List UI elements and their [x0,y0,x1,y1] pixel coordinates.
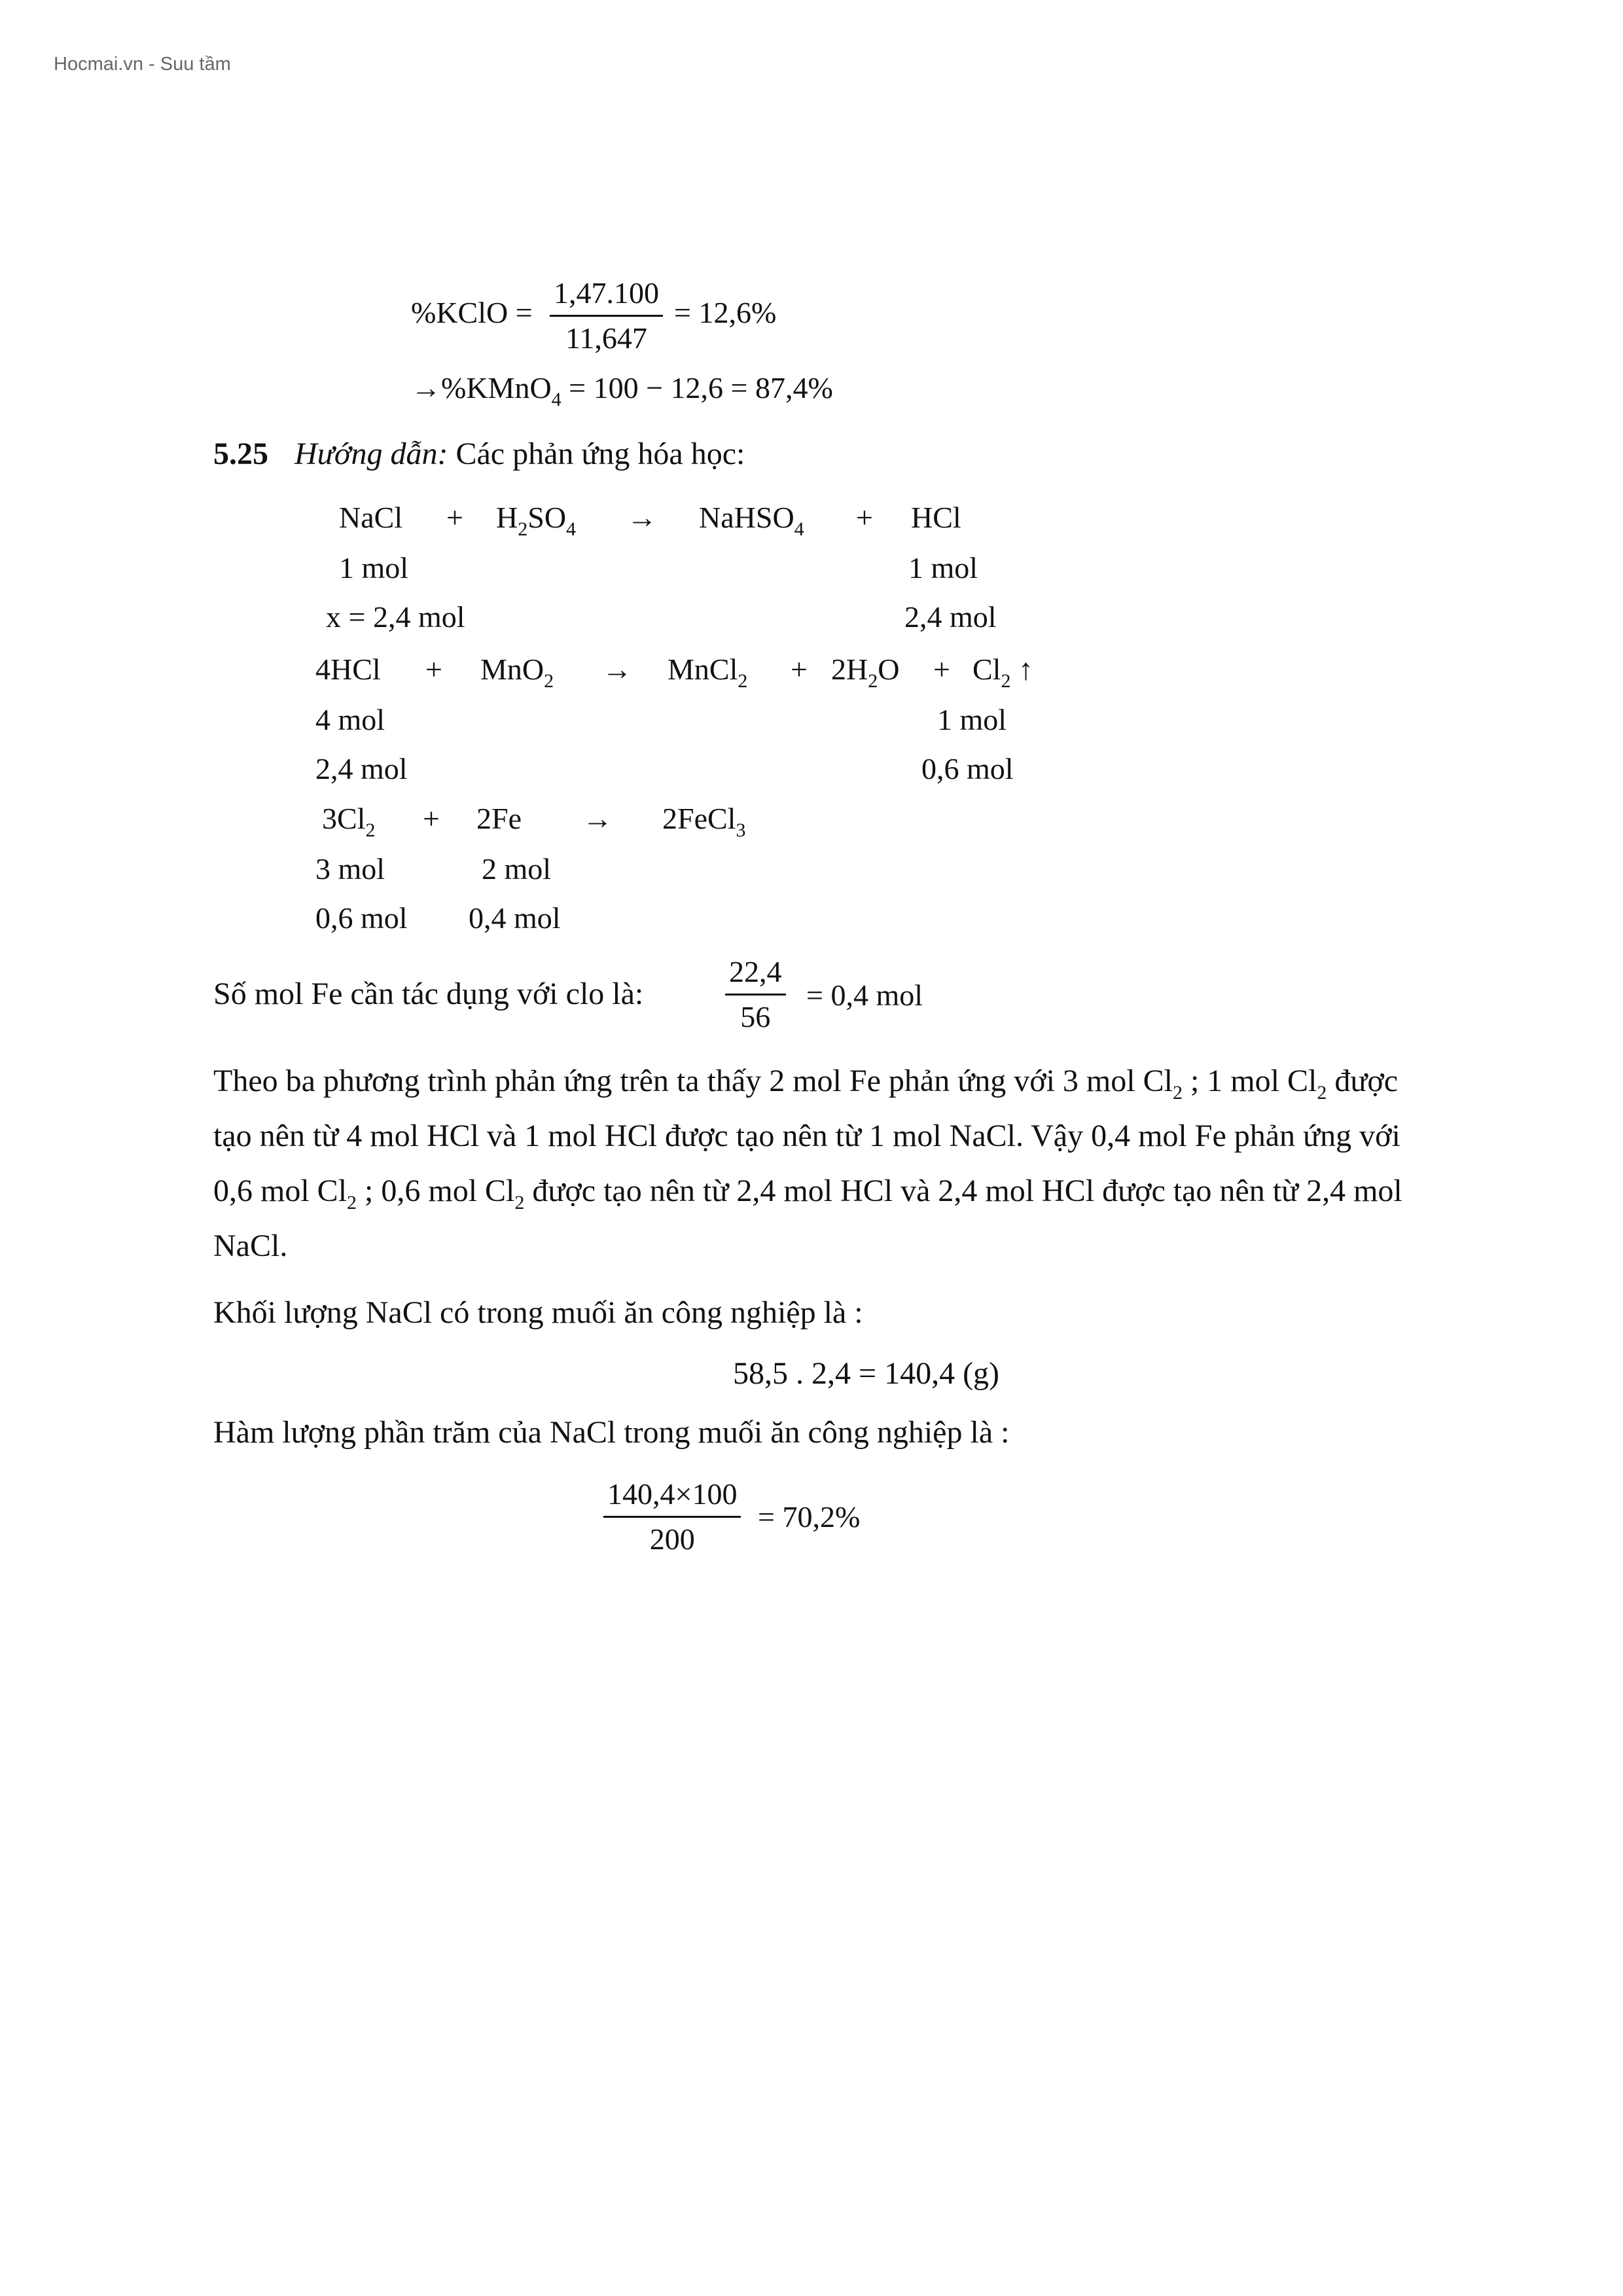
arrow-icon: → [411,371,441,404]
fe-moles-fraction [725,957,786,1032]
kclo-numerator: 1,47.100 [554,276,659,310]
percent-numerator: 140,4×100 [607,1477,738,1511]
mass-text: Khối lượng NaCl có trong muối ăn công nghiệp là : [213,1295,863,1330]
r2-reactant-1: 4HCl [315,653,381,686]
r1-reactant-1: NaCl [339,501,403,534]
r1-product-2: HCl [911,501,961,534]
paragraph-line-4: NaCl. [213,1229,288,1263]
fe-denominator: 56 [740,1000,771,1033]
r2-row1-right: 1 mol [937,703,1007,736]
r1-product-1: NaHSO$_4$ [699,501,804,540]
r2-reactant-2: MnO$_2$ [480,653,554,692]
paragraph-line-1: Theo ba phương trình phản ứng trên ta thấy 2 mol Fe phản ứng với 3 mol $Cl_2$ ; 1 mol $Cl_2$ được [213,1064,1399,1103]
r3-row1-left: 3 mol [315,852,385,886]
paragraph-line-2: tạo nên từ 4 mol HCl và 1 mol HCl được tạo nên từ 1 mol NaCl. Vậy 0,4 mol Fe phản ứng với [213,1119,1400,1153]
r3-row1-mid: 2 mol [482,852,552,886]
r1-row2-right: 2,4 mol [904,600,997,634]
up-arrow-icon: ↑ [1018,653,1033,686]
r3-row2-mid: 0,4 mol [469,901,561,935]
r1-row2-left: x = 2,4 mol [326,600,465,634]
percent-rhs: = 70,2% [758,1500,861,1534]
r2-product-2: $2H_2O$ [831,653,900,692]
percent-denominator: 200 [649,1522,695,1556]
r1-row1-left: 1 mol [339,551,409,584]
r1-plus-2: + [856,501,873,534]
fraction-bar [603,1516,741,1518]
r3-reactant-1: $3Cl_2$ [322,802,376,841]
mass-formula: 58,5 . 2,4 = 140,4 (g) [733,1356,1000,1391]
fe-moles-text: Số mol Fe cần tác dụng với clo là: [213,977,644,1011]
fraction-bar [725,994,786,996]
r1-plus-1: + [446,501,463,534]
section-guide: Hướng dẫn: [294,437,448,471]
r2-product-3: $Cl_2$ ↑ [972,653,1033,692]
r1-reactant-2: $H_2SO_4$ [496,501,577,540]
fraction-bar [550,315,663,317]
fe-moles-rhs: = 0,4 mol [806,978,923,1012]
watermark-header: Hocmai.vn - Suu tầm [54,54,231,75]
r2-row1-left: 4 mol [315,703,385,736]
paragraph-line-3: 0,6 mol $Cl_2$ ; 0,6 mol $Cl_2$ được tạo nên từ 2,4 mol HCl và 2,4 mol HCl được tạo nên từ 2,4 mol [213,1174,1402,1213]
r3-product: 2FeCl$_3$ [662,802,746,841]
kclo-denominator: 11,647 [565,321,647,355]
kmno4-rhs: = 100 − 12,6 = 87,4% [569,371,833,404]
section-number: 5.25 [213,437,268,471]
kclo-fraction [550,278,663,353]
r3-arrow-icon: → [582,802,613,835]
section-intro: Các phản ứng hóa học: [455,437,745,471]
percent-text: Hàm lượng phần trăm của NaCl trong muối ăn công nghiệp là : [213,1415,1010,1450]
r2-plus-2: + [791,653,808,686]
kmno4-lhs: %KMnO [441,371,552,404]
r2-arrow-icon: → [602,653,632,686]
kclo-rhs: = 12,6% [674,296,777,329]
kmno4-line [411,371,833,410]
section-header [213,439,745,470]
r3-row2-left: 0,6 mol [315,901,408,935]
r2-plus-3: + [933,653,950,686]
r1-row1-right: 1 mol [908,551,978,584]
kclo-lhs: %KClO = [411,296,533,329]
fe-numerator: 22,4 [729,955,782,988]
percent-fraction [603,1479,741,1554]
r2-plus-1: + [425,653,442,686]
subscript: 4 [551,389,562,410]
r1-arrow-icon: → [627,501,657,534]
r2-row2-right: 0,6 mol [921,752,1014,785]
r3-plus: + [423,802,440,835]
r2-row2-left: 2,4 mol [315,752,408,785]
r3-reactant-2: 2Fe [476,802,522,835]
r2-product-1: MnCl$_2$ [668,653,748,692]
